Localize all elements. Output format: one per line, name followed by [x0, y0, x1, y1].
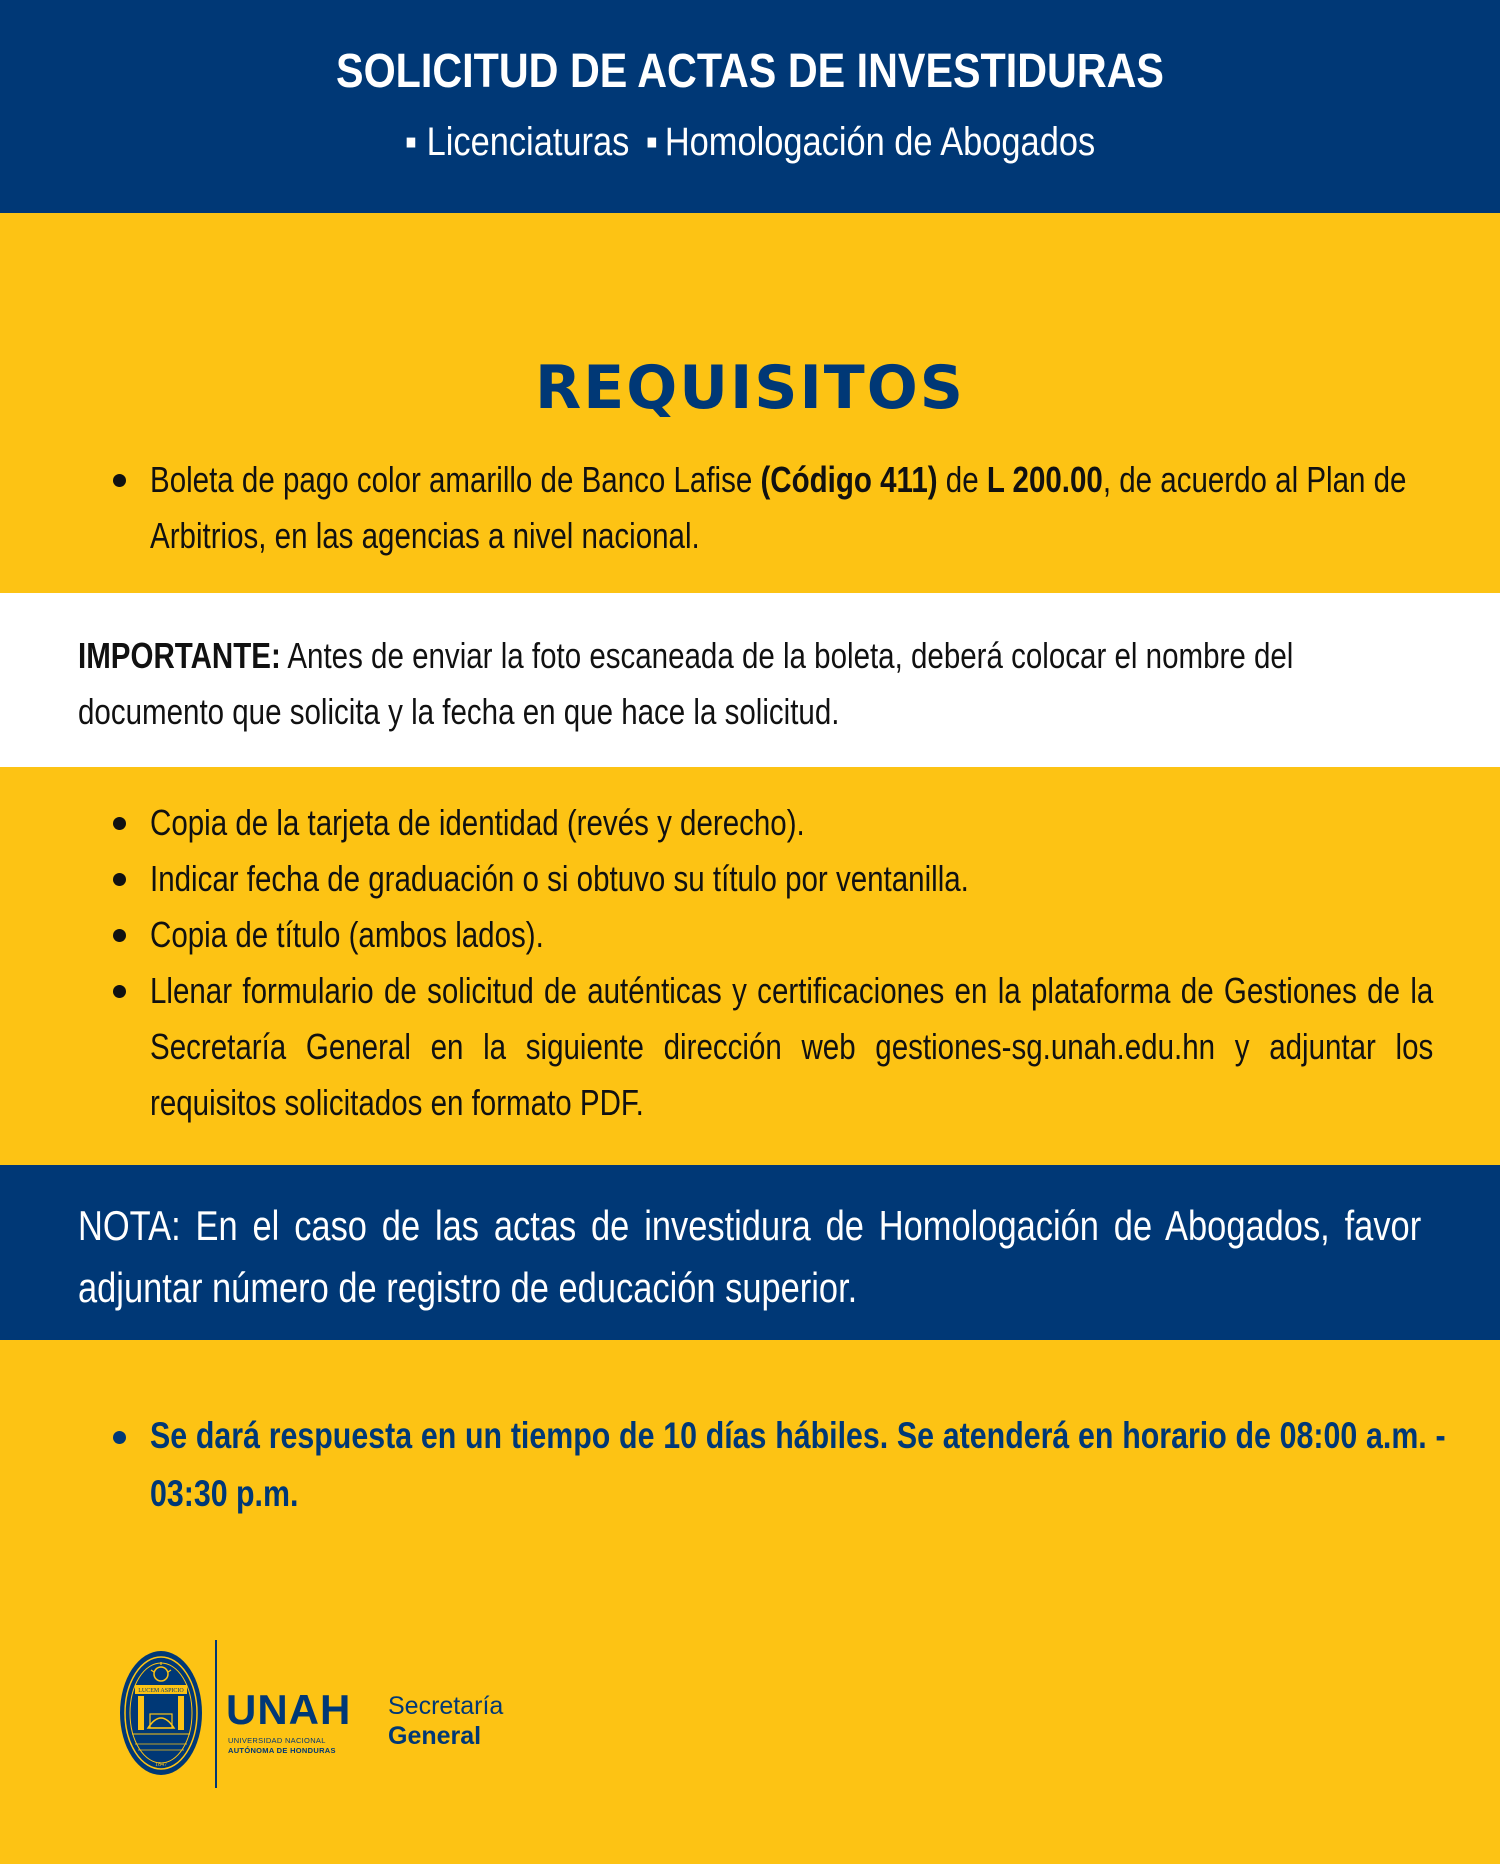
important-notice	[0, 593, 1500, 767]
text-segment: , de acuerdo al Plan de Arbitrios, en las agencias a nivel nacional.	[150, 459, 1407, 556]
unah-logo-text: UNAH	[226, 1686, 352, 1733]
divider	[215, 1640, 217, 1788]
list-item-text: Llenar formulario de solicitud de auténticas y certificaciones en la plataforma de Gestiones de la Secretaría General en la siguiente dirección web gestiones-sg.unah.edu.hn y adjuntar los requisitos solicitados en formato PDF.	[150, 970, 1434, 1123]
footer-logo	[118, 1640, 538, 1800]
payment-amount: L 200.00	[986, 459, 1103, 500]
list-item-text: Copia de la tarjeta de identidad (revés y derecho).	[150, 802, 805, 843]
important-body: Antes de enviar la foto escaneada de la boleta, deberá colocar el nombre del documento que solicita y la fecha en que hace la solicitud.	[78, 635, 1294, 732]
list-item	[110, 1407, 1446, 1523]
requirements-list-2	[110, 795, 1434, 1131]
header-banner	[0, 0, 1500, 213]
note-text: NOTA: En el caso de las actas de investidura de Homologación de Abogados, favor adjuntar número de registro de educación superior.	[78, 1202, 1422, 1311]
payment-requirement-text	[150, 452, 1431, 564]
list-item	[110, 851, 1430, 907]
requirements-title: REQUISITOS	[535, 353, 965, 423]
list-item	[110, 963, 1434, 1131]
list-item	[110, 795, 1430, 851]
secretaria-label: Secretaría	[388, 1692, 504, 1720]
seal-year: 1847	[155, 1762, 167, 1768]
list-item-text: Copia de título (ambos lados).	[150, 914, 544, 955]
note-banner	[0, 1165, 1500, 1340]
page-title: SOLICITUD DE ACTAS DE INVESTIDURAS	[336, 45, 1164, 98]
seal-motto: LUCEM ASPICIO	[138, 1688, 184, 1694]
list-item	[110, 452, 1430, 564]
page-subtitle	[105, 120, 1395, 165]
list-item	[110, 907, 1430, 963]
unah-subtitle: AUTÓNOMA DE HONDURAS	[228, 1746, 336, 1755]
unah-seal-icon	[118, 1648, 204, 1778]
subtitle-marker: ▪	[404, 120, 418, 164]
important-text	[78, 628, 1406, 740]
response-text: Se dará respuesta en un tiempo de 10 días hábiles. Se atenderá en horario de 08:00 a.m. - 03:30 p.m.	[150, 1415, 1446, 1514]
text-segment: de	[937, 459, 987, 500]
important-label: IMPORTANTE:	[78, 635, 281, 676]
subtitle-item-licenciaturas: Licenciaturas	[426, 120, 630, 164]
subtitle-marker: ▪	[645, 120, 658, 164]
list-item-text: Indicar fecha de graduación o si obtuvo su título por ventanilla.	[150, 858, 969, 899]
text-segment: Boleta de pago color amarillo de Banco Lafise	[150, 459, 761, 500]
unah-subtitle: UNIVERSIDAD NACIONAL	[228, 1736, 326, 1745]
general-label: General	[388, 1722, 482, 1750]
requirements-list	[110, 452, 1430, 564]
subtitle-item-homologacion: Homologación de Abogados	[664, 120, 1096, 164]
response-list	[110, 1407, 1446, 1523]
payment-code: (Código 411)	[760, 459, 938, 500]
